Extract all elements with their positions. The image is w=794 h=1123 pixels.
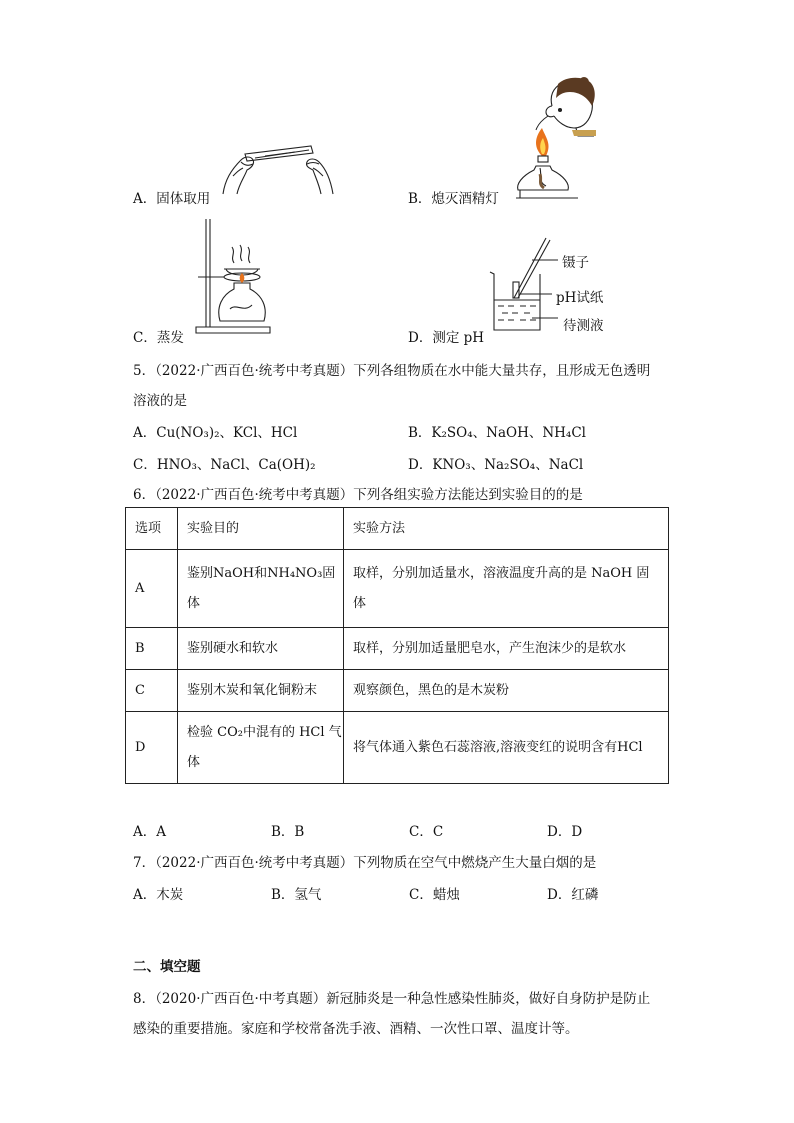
q6-option-a: A．A bbox=[133, 824, 166, 840]
row-option: B bbox=[126, 628, 178, 670]
q8-line2: 感染的重要措施。家庭和学校常备洗手液、酒精、一次性口罩、温度计等。 bbox=[133, 1021, 579, 1037]
header-goal: 实验目的 bbox=[178, 508, 344, 550]
q5-option-d: D．KNO₃、Na₂SO₄、NaCl bbox=[408, 457, 584, 473]
row-option: D bbox=[126, 712, 178, 784]
q7-stem: 7．（2022·广西百色·统考中考真题）下列物质在空气中燃烧产生大量白烟的是 bbox=[133, 855, 597, 871]
q6-option-b: B．B bbox=[271, 824, 305, 840]
table-row bbox=[126, 628, 669, 670]
method-line: 取样，分别加适量水，溶液温度升高的是 NaOH 固 bbox=[353, 565, 650, 581]
evaporation-figure bbox=[194, 217, 274, 335]
q5-option-b: B．K₂SO₄、NaOH、NH₄Cl bbox=[408, 425, 586, 441]
header-method: 实验方法 bbox=[344, 508, 669, 550]
row-goal: 鉴别硬水和软水 bbox=[178, 628, 344, 670]
q6-stem: 6．（2022·广西百色·统考中考真题）下列各组实验方法能达到实验目的的是 bbox=[133, 487, 583, 503]
header-option: 选项 bbox=[126, 508, 178, 550]
method-line: 体 bbox=[353, 595, 367, 611]
row-option: A bbox=[126, 550, 178, 628]
row-method: 将气体通入紫色石蕊溶液,溶液变红的说明含有HCl bbox=[344, 712, 669, 784]
goal-line: 鉴别NaOH和NH₄NO₃固 bbox=[187, 565, 336, 581]
row-goal bbox=[178, 712, 344, 784]
q6-option-c: C．C bbox=[409, 824, 444, 840]
q7-option-c: C．蜡烛 bbox=[409, 887, 460, 903]
goal-line: 体 bbox=[187, 754, 201, 770]
solid-sampling-figure bbox=[215, 136, 340, 196]
row-goal bbox=[178, 550, 344, 628]
q5-option-c: C．HNO₃、NaCl、Ca(OH)₂ bbox=[133, 457, 316, 473]
row-method: 观察颜色，黑色的是木炭粉 bbox=[344, 670, 669, 712]
q6-table bbox=[125, 507, 669, 784]
q8-line1: 8．（2020·广西百色·中考真题）新冠肺炎是一种急性感染性肺炎，做好自身防护是防止 bbox=[133, 991, 651, 1007]
q4-option-a: A．固体取用 bbox=[133, 191, 211, 207]
table-row bbox=[126, 550, 669, 628]
row-goal: 鉴别木炭和氧化铜粉末 bbox=[178, 670, 344, 712]
q4-option-b: B．熄灭酒精灯 bbox=[408, 191, 499, 207]
solution-label: 待测液 bbox=[563, 318, 604, 334]
q5-stem-line1: 5．（2022·广西百色·统考中考真题）下列各组物质在水中能大量共存，且形成无色透明 bbox=[133, 363, 651, 379]
row-method: 取样，分别加适量肥皂水，产生泡沫少的是软水 bbox=[344, 628, 669, 670]
q7-option-d: D．红磷 bbox=[547, 887, 599, 903]
q5-stem-line2: 溶液的是 bbox=[133, 393, 187, 409]
table-header-row bbox=[126, 508, 669, 550]
q7-option-a: A．木炭 bbox=[133, 887, 184, 903]
q4-option-c: C．蒸发 bbox=[133, 330, 184, 346]
q7-option-b: B．氢气 bbox=[271, 887, 322, 903]
q4-option-d: D．测定 pH bbox=[408, 330, 485, 346]
goal-line: 体 bbox=[187, 595, 201, 611]
q5-option-a: A．Cu(NO₃)₂、KCl、HCl bbox=[133, 425, 298, 441]
blow-out-lamp-figure bbox=[512, 76, 597, 202]
table-row bbox=[126, 712, 669, 784]
goal-line: 检验 CO₂中混有的 HCl 气 bbox=[187, 724, 342, 740]
ph-paper-label: pH试纸 bbox=[556, 290, 604, 306]
section-heading: 二、填空题 bbox=[133, 959, 201, 975]
table-row bbox=[126, 670, 669, 712]
tweezers-label: 镊子 bbox=[562, 255, 589, 271]
row-method bbox=[344, 550, 669, 628]
row-option: C bbox=[126, 670, 178, 712]
q6-option-d: D．D bbox=[547, 824, 583, 840]
